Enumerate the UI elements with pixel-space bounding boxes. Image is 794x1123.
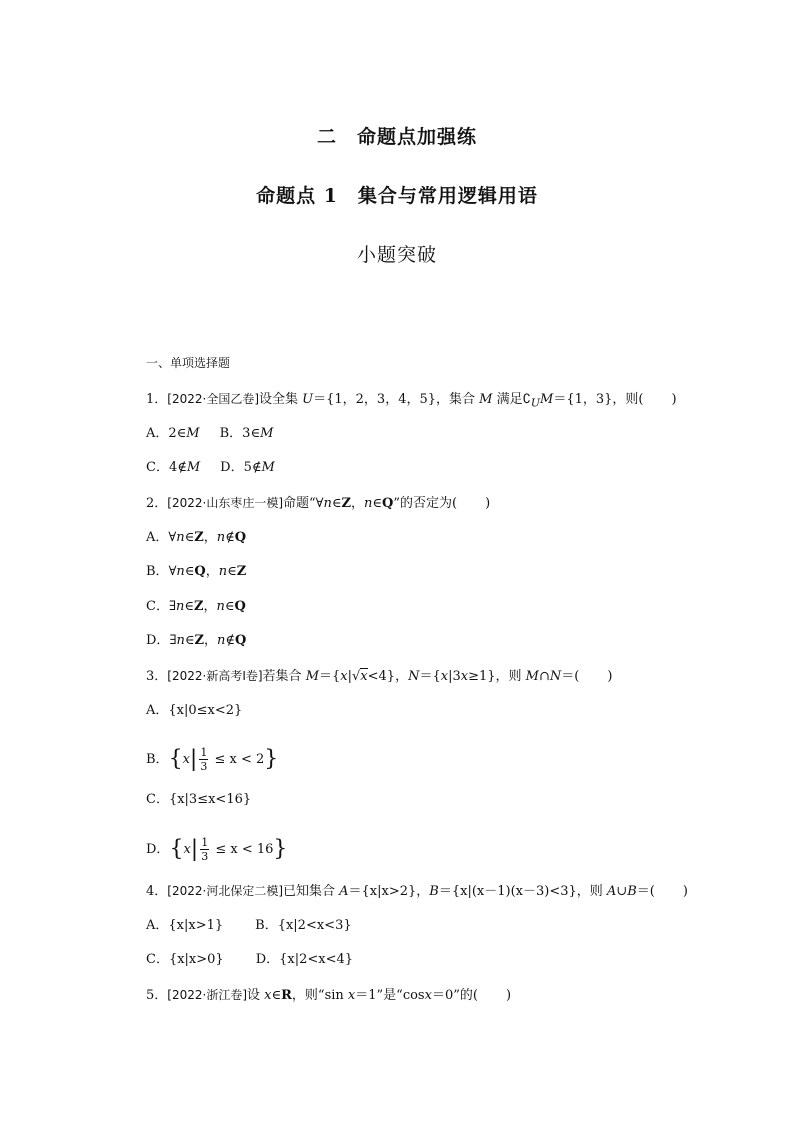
question-text: ∪: [616, 884, 628, 899]
question-text: ): [671, 392, 677, 407]
option-label: C．: [146, 460, 169, 475]
math-var: n: [176, 564, 185, 579]
relation: ∈: [184, 564, 195, 579]
option-text: {x|0≤x<2}: [168, 703, 243, 718]
question-text: 设全集: [259, 392, 303, 407]
option-label: B．: [219, 426, 243, 441]
quantifier: ∀: [168, 530, 177, 545]
section-heading: 小题突破: [356, 244, 437, 266]
option-c: [146, 598, 246, 616]
page-title: 二 命题点加强练: [316, 126, 477, 148]
math-var: M: [305, 669, 319, 684]
question-text: ): [682, 884, 688, 899]
option-label: A．: [146, 918, 169, 933]
fraction: [199, 746, 208, 773]
math-var: U: [530, 396, 540, 410]
question-number: 2．: [146, 496, 168, 511]
question-text: ): [505, 988, 512, 1003]
math-set: Q: [234, 599, 246, 614]
question-source: [2022·新高考Ⅰ卷]: [167, 669, 263, 683]
relation: ∉: [225, 633, 236, 648]
page-subtitle: 命题点 1 集合与常用逻辑用语: [256, 185, 538, 207]
separator: ，: [205, 564, 219, 579]
relation: ∈: [184, 530, 195, 545]
math-var: n: [216, 530, 226, 545]
quantifier: ∃: [169, 633, 177, 648]
option-d: [146, 632, 246, 650]
math-set: Z: [194, 633, 204, 648]
option-a: [146, 702, 242, 720]
math-var: n: [176, 599, 185, 614]
section-label: 一、单项选择题: [146, 356, 231, 370]
question-text: ＝0”的(: [431, 988, 478, 1003]
question-4: [146, 882, 688, 901]
math-set: Z: [341, 496, 351, 511]
question-source: [2022·河北保定二模]: [167, 884, 283, 898]
question-text: ＝{1，2，3，4，5}，集合: [313, 392, 480, 407]
option-d: [220, 460, 275, 475]
options-row: [146, 459, 275, 477]
question-text: 若集合: [262, 669, 306, 684]
option-label: A．: [146, 426, 169, 441]
math-var: M: [479, 392, 493, 407]
option-b: [220, 426, 274, 441]
math-var: x: [424, 988, 432, 1003]
math-var: N: [408, 669, 420, 684]
quantifier: ∀: [168, 564, 177, 579]
math-var: x: [340, 669, 348, 684]
question-text: ≥1}，则: [468, 669, 526, 684]
option-label: C．: [146, 599, 169, 614]
option-label: C．: [146, 792, 169, 807]
option-label: D．: [220, 460, 244, 475]
math-var: n: [217, 633, 226, 648]
option-text: {x|x>1}: [168, 918, 224, 933]
option-label: D．: [255, 952, 280, 967]
option-a: [146, 529, 246, 547]
math-var: x: [460, 669, 469, 684]
option-d: [256, 952, 353, 967]
question-2: [146, 494, 490, 513]
question-number: 5．: [146, 988, 168, 1003]
separator: ，: [204, 633, 218, 648]
question-3: [146, 667, 612, 686]
math-set: Z: [236, 564, 247, 579]
question-text: 设: [247, 988, 265, 1003]
question-text: ∈: [271, 988, 282, 1003]
option-c: [146, 791, 251, 809]
question-text: ): [607, 669, 613, 684]
option-a: [146, 426, 200, 441]
options-row: [146, 425, 273, 443]
option-label: A．: [146, 530, 169, 545]
math-var: A: [339, 884, 349, 899]
math-var: M: [525, 669, 539, 684]
math-var: x: [347, 988, 356, 1003]
option-text: 2∈: [168, 426, 187, 441]
question-text: ＝1”是“cos: [355, 988, 425, 1003]
math-var: x: [360, 669, 368, 684]
question-text: ＝{1，3}，则(: [553, 392, 644, 407]
option-text: ≤ x < 2: [214, 752, 265, 767]
relation: ∉: [225, 530, 235, 545]
math-var: M: [186, 460, 201, 475]
option-b: [255, 918, 351, 933]
math-set: R: [281, 988, 292, 1003]
question-text: ∩: [538, 669, 550, 684]
question-text: 满足∁: [492, 392, 531, 407]
math-var: n: [364, 496, 373, 511]
option-b: [146, 563, 246, 581]
question-text: ＝{: [319, 669, 341, 684]
option-label: B．: [146, 564, 169, 579]
question-text: ＝{x|(x－1)(x－3)<3}，则: [438, 884, 607, 899]
math-var: x: [440, 669, 449, 684]
math-set: Q: [234, 530, 247, 545]
option-label: D．: [146, 633, 170, 648]
math-var: N: [549, 669, 562, 684]
option-label: D．: [146, 842, 170, 857]
math-var: n: [176, 633, 185, 648]
relation: ∈: [184, 633, 195, 648]
fraction-denominator: 3: [201, 850, 209, 863]
question-number: 3．: [146, 669, 168, 684]
relation: ∈: [184, 599, 195, 614]
quantifier: ∃: [168, 599, 177, 614]
separator: ，: [203, 599, 217, 614]
option-c: [146, 460, 200, 475]
option-b: B．{x| $\frac{1}{3}$ ≤ x < 2}: [146, 746, 279, 773]
question-text: 命题“∀: [283, 496, 324, 511]
question-source: [2022·浙江卷]: [167, 988, 247, 1002]
question-1: [146, 390, 677, 413]
option-c: [146, 952, 224, 967]
question-text: ∈: [331, 496, 342, 511]
question-number: 4．: [146, 884, 168, 899]
option-text: {x|3≤x<16}: [168, 792, 252, 807]
question-text: ): [485, 496, 491, 511]
math-var: n: [218, 564, 228, 579]
fraction: [200, 836, 209, 863]
math-var: n: [323, 496, 332, 511]
question-text: ，: [351, 496, 365, 511]
option-text: 4∉: [168, 460, 187, 475]
question-source: [2022·全国乙卷]: [167, 392, 259, 406]
option-text: {x|2<x<3}: [277, 918, 352, 933]
option-label: A．: [146, 703, 169, 718]
math-var: n: [216, 599, 225, 614]
option-label: B．: [146, 752, 169, 767]
question-text: |3: [448, 669, 461, 684]
option-text: {x|x>0}: [168, 952, 224, 967]
math-var: U: [302, 392, 314, 407]
options-row: [146, 917, 352, 935]
relation: ∈: [227, 564, 237, 579]
question-text: ＝(: [561, 669, 580, 684]
math-var: M: [540, 392, 554, 407]
math-var: M: [260, 426, 274, 441]
question-text: <4}，: [367, 669, 409, 684]
option-text: {x|2<x<4}: [279, 952, 354, 967]
question-number: 1．: [146, 392, 168, 407]
question-text: ”的否定为(: [393, 496, 458, 511]
math-var: B: [429, 884, 439, 899]
math-set: Q: [382, 496, 394, 511]
fraction-denominator: 3: [200, 760, 208, 773]
question-text: 已知集合: [283, 884, 340, 899]
math-set: Z: [194, 599, 204, 614]
question-text: |√: [347, 669, 361, 684]
option-label: B．: [255, 918, 278, 933]
math-set: Z: [194, 530, 204, 545]
math-var: A: [606, 884, 617, 899]
question-text: ＝(: [636, 884, 655, 899]
option-a: [146, 918, 223, 933]
math-var: B: [627, 884, 637, 899]
question-5: [146, 986, 511, 1005]
math-var: M: [261, 460, 275, 475]
option-text: 5∉: [243, 460, 262, 475]
question-text: ，则“sin: [291, 988, 348, 1003]
question-text: ＝{x|x>2}，: [348, 884, 430, 899]
option-text: 3∈: [242, 426, 261, 441]
math-set: Q: [235, 633, 247, 648]
fraction-numerator: 1: [201, 836, 209, 849]
math-var: x: [264, 988, 272, 1003]
question-text: ＝{: [419, 669, 441, 684]
separator: ，: [203, 530, 217, 545]
math-set: Q: [194, 564, 206, 579]
question-source: [2022·山东枣庄一模]: [167, 496, 283, 510]
option-d: D．{x| $\frac{1}{3}$ ≤ x < 16}: [146, 836, 288, 863]
option-text: ≤ x < 16: [215, 842, 274, 857]
math-var: n: [176, 530, 185, 545]
fraction-numerator: 1: [200, 746, 208, 759]
math-var: M: [186, 426, 200, 441]
options-row: [146, 951, 353, 969]
relation: ∈: [224, 599, 235, 614]
question-text: ∈: [372, 496, 383, 511]
option-label: C．: [146, 952, 169, 967]
